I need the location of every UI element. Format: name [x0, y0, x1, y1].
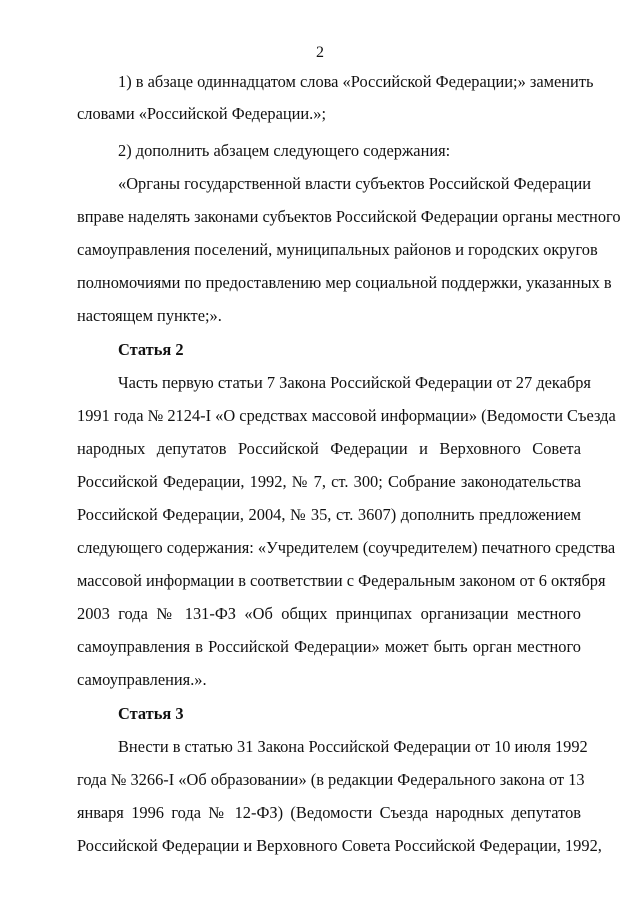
text-line: Российской Федерации, 1992, № 7, ст. 300; Собрание законодательства — [77, 472, 581, 491]
text-line: следующего содержания: «Учредителем (соучредителем) печатного средства — [77, 538, 616, 557]
text-line: 2) дополнить абзацем следующего содержания: — [118, 141, 451, 160]
text-line: Часть первую статьи 7 Закона Российской Федерации от 27 декабря — [118, 373, 591, 392]
article-3-heading: Статья 3 — [118, 704, 184, 723]
text-line: словами «Российской Федерации.»; — [77, 104, 327, 123]
text-line: полномочиями по предоставлению мер социальной поддержки, указанных в — [77, 273, 612, 292]
text-line: самоуправления поселений, муниципальных районов и городских округов — [77, 240, 598, 259]
text-line: вправе наделять законами субъектов Российской Федерации органы местного — [77, 207, 621, 226]
text-line: «Органы государственной власти субъектов Российской Федерации — [118, 174, 592, 193]
article-2-heading: Статья 2 — [118, 340, 184, 359]
page-number: 2 — [316, 44, 324, 61]
text-line: настоящем пункте;». — [77, 306, 222, 325]
text-line: Российской Федерации, 2004, № 35, ст. 3607) дополнить предложением — [77, 505, 581, 524]
text-line: января 1996 года № 12-ФЗ) (Ведомости Съезда народных депутатов — [77, 803, 581, 822]
text-line: Внести в статью 31 Закона Российской Федерации от 10 июля 1992 — [118, 737, 588, 756]
text-line: 2003 года № 131-ФЗ «Об общих принципах организации местного — [77, 604, 581, 623]
text-line: самоуправления.». — [77, 670, 207, 689]
text-line: массовой информации в соответствии с Федеральным законом от 6 октября — [77, 571, 606, 590]
text-line: 1) в абзаце одиннадцатом слова «Российской Федерации;» заменить — [118, 72, 594, 91]
text-line: Российской Федерации и Верховного Совета Российской Федерации, 1992, — [77, 836, 602, 855]
text-line: 1991 года № 2124-I «О средствах массовой информации» (Ведомости Съезда — [77, 406, 616, 425]
text-line: народных депутатов Российской Федерации и Верховного Совета — [77, 439, 581, 458]
text-line: самоуправления в Российской Федерации» может быть орган местного — [77, 637, 581, 656]
text-line: года № 3266-I «Об образовании» (в редакции Федерального закона от 13 — [77, 770, 585, 789]
